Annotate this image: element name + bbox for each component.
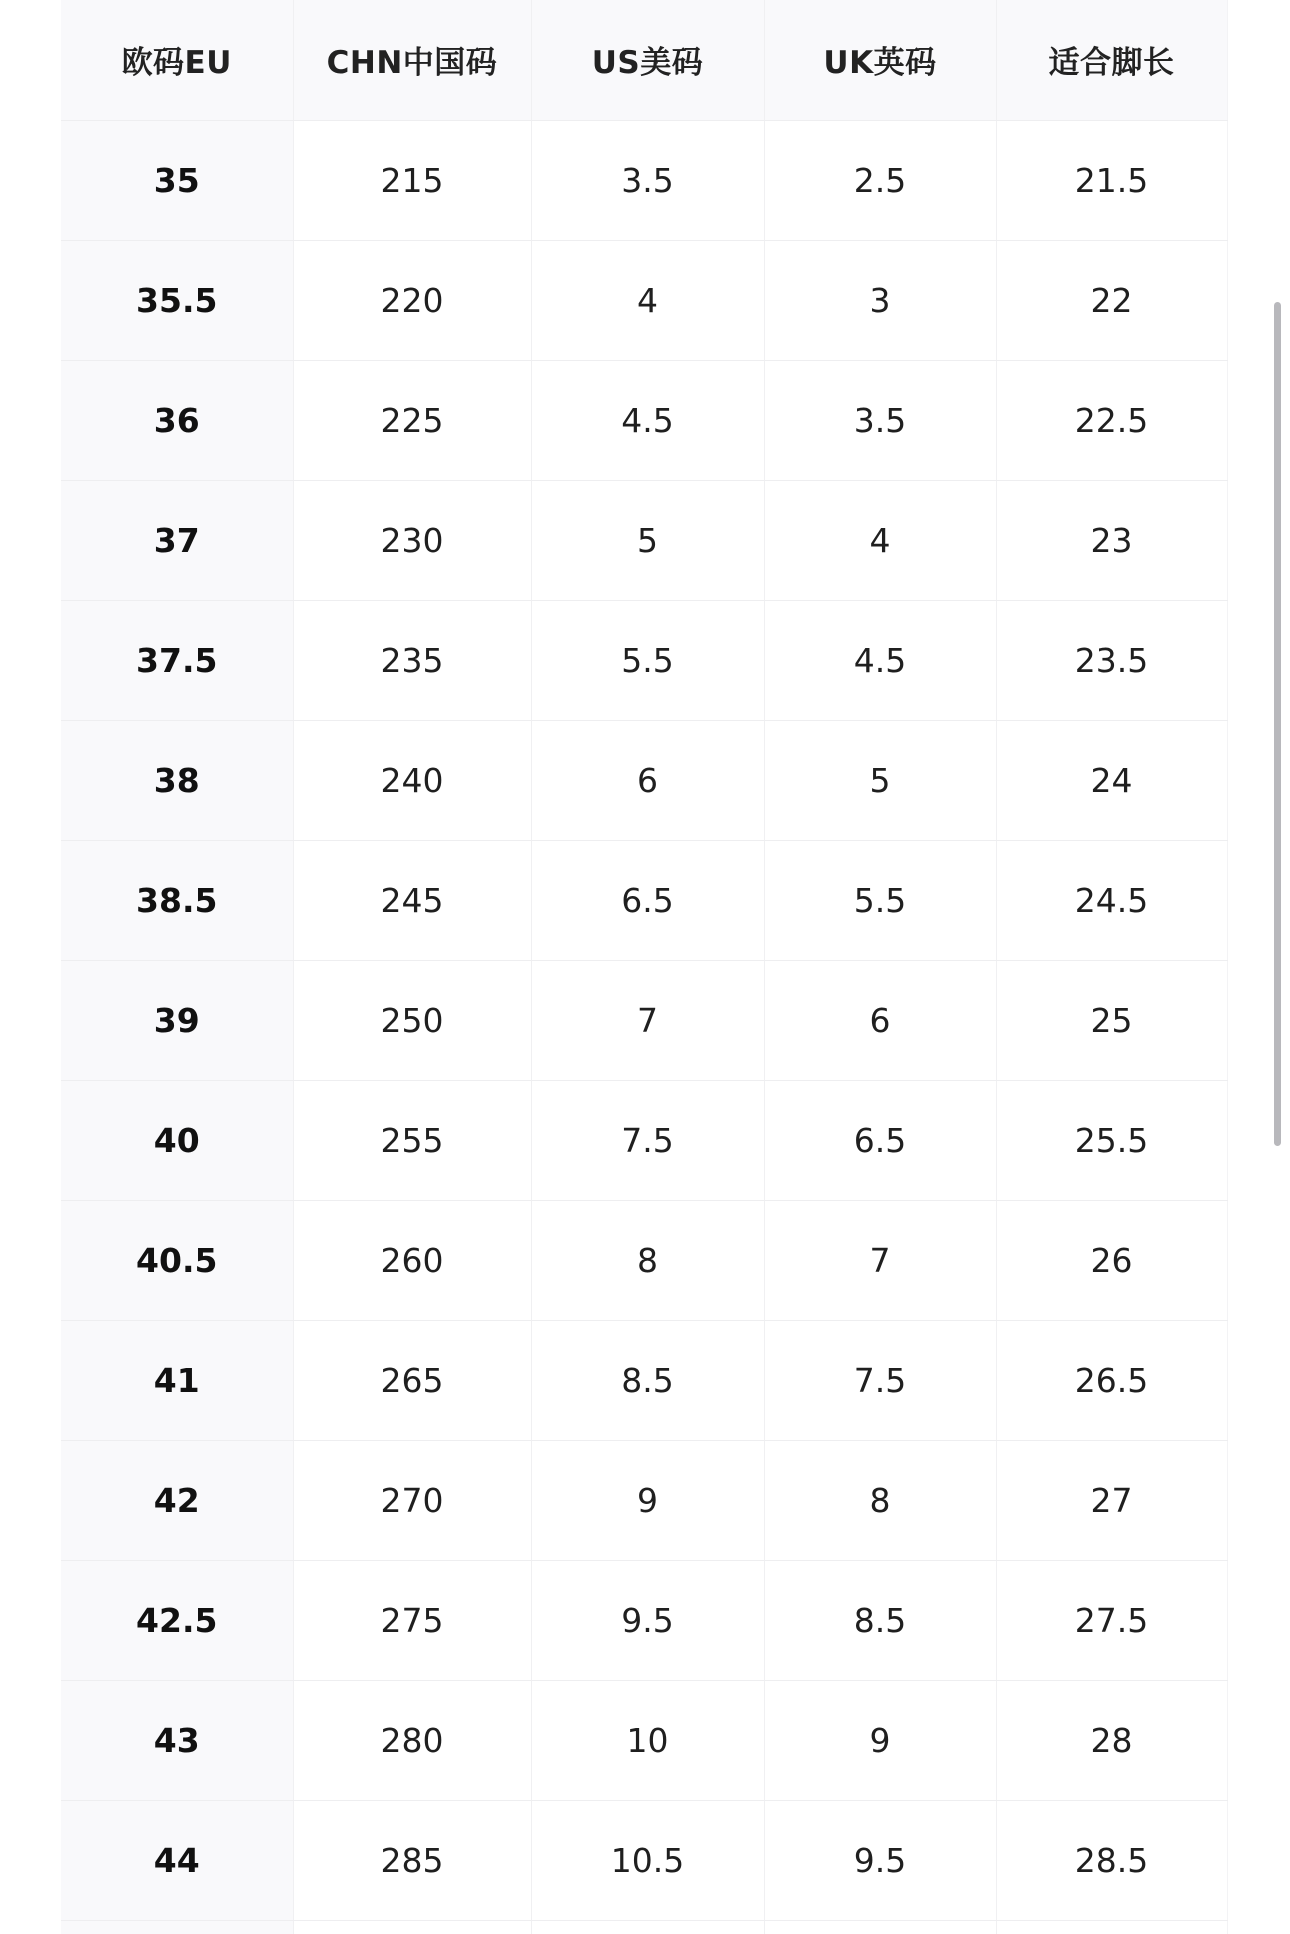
eu-size-cell [61,1920,293,1934]
us-size-cell: 9 [531,1440,764,1560]
uk-size-cell: 6 [764,960,996,1080]
eu-size-cell: 38 [61,720,293,840]
uk-size-cell: 7.5 [764,1320,996,1440]
chn-size-cell: 270 [293,1440,531,1560]
table-row [61,720,1227,840]
header-foot-length: 适合脚长 [996,0,1227,120]
uk-size-cell [764,1920,996,1934]
eu-size-cell: 44 [61,1800,293,1920]
chn-size-cell: 215 [293,120,531,240]
eu-size-cell: 35.5 [61,240,293,360]
us-size-cell: 7.5 [531,1080,764,1200]
uk-size-cell: 4.5 [764,600,996,720]
table-row [61,1680,1227,1800]
table-header-row [61,0,1227,120]
foot-length-cell: 24 [996,720,1227,840]
chn-size-cell: 230 [293,480,531,600]
foot-length-cell: 22.5 [996,360,1227,480]
table-row [61,360,1227,480]
eu-size-cell: 39 [61,960,293,1080]
uk-size-cell: 3.5 [764,360,996,480]
foot-length-cell: 28.5 [996,1800,1227,1920]
chn-size-cell: 225 [293,360,531,480]
foot-length-cell: 22 [996,240,1227,360]
foot-length-cell: 27.5 [996,1560,1227,1680]
foot-length-cell [996,1920,1227,1934]
foot-length-cell: 27 [996,1440,1227,1560]
us-size-cell: 8 [531,1200,764,1320]
chn-size-cell: 240 [293,720,531,840]
foot-length-cell: 21.5 [996,120,1227,240]
eu-size-cell: 40 [61,1080,293,1200]
table-row [61,960,1227,1080]
table-body [61,120,1227,1934]
foot-length-cell: 28 [996,1680,1227,1800]
table-row [61,240,1227,360]
us-size-cell: 4.5 [531,360,764,480]
chn-size-cell: 255 [293,1080,531,1200]
uk-size-cell: 7 [764,1200,996,1320]
table-row [61,1800,1227,1920]
chn-size-cell: 245 [293,840,531,960]
table-row [61,480,1227,600]
uk-size-cell: 8 [764,1440,996,1560]
eu-size-cell: 37.5 [61,600,293,720]
uk-size-cell: 5.5 [764,840,996,960]
us-size-cell: 10.5 [531,1800,764,1920]
chn-size-cell: 280 [293,1680,531,1800]
us-size-cell: 5 [531,480,764,600]
foot-length-cell: 24.5 [996,840,1227,960]
header-chn-size: CHN中国码 [293,0,531,120]
eu-size-cell: 40.5 [61,1200,293,1320]
chn-size-cell [293,1920,531,1934]
foot-length-cell: 26 [996,1200,1227,1320]
uk-size-cell: 4 [764,480,996,600]
eu-size-cell: 42 [61,1440,293,1560]
scrollbar-thumb[interactable] [1274,302,1281,1146]
header-eu-size: 欧码EU [61,0,293,120]
table-row [61,1080,1227,1200]
eu-size-cell: 37 [61,480,293,600]
uk-size-cell: 2.5 [764,120,996,240]
foot-length-cell: 25 [996,960,1227,1080]
shoe-size-table [61,0,1228,1934]
foot-length-cell: 23.5 [996,600,1227,720]
chn-size-cell: 275 [293,1560,531,1680]
uk-size-cell: 9.5 [764,1800,996,1920]
uk-size-cell: 5 [764,720,996,840]
chn-size-cell: 285 [293,1800,531,1920]
table-row [61,600,1227,720]
eu-size-cell: 42.5 [61,1560,293,1680]
chn-size-cell: 265 [293,1320,531,1440]
us-size-cell [531,1920,764,1934]
header-uk-size: UK英码 [764,0,996,120]
eu-size-cell: 35 [61,120,293,240]
table-row [61,1440,1227,1560]
uk-size-cell: 3 [764,240,996,360]
table-row [61,120,1227,240]
table-row [61,1560,1227,1680]
chn-size-cell: 235 [293,600,531,720]
us-size-cell: 10 [531,1680,764,1800]
us-size-cell: 7 [531,960,764,1080]
chn-size-cell: 250 [293,960,531,1080]
us-size-cell: 4 [531,240,764,360]
us-size-cell: 6.5 [531,840,764,960]
chn-size-cell: 260 [293,1200,531,1320]
foot-length-cell: 26.5 [996,1320,1227,1440]
eu-size-cell: 41 [61,1320,293,1440]
us-size-cell: 6 [531,720,764,840]
us-size-cell: 3.5 [531,120,764,240]
table-row [61,840,1227,960]
header-us-size: US美码 [531,0,764,120]
table-row [61,1200,1227,1320]
us-size-cell: 9.5 [531,1560,764,1680]
eu-size-cell: 36 [61,360,293,480]
table-row [61,1320,1227,1440]
us-size-cell: 8.5 [531,1320,764,1440]
foot-length-cell: 23 [996,480,1227,600]
eu-size-cell: 43 [61,1680,293,1800]
chn-size-cell: 220 [293,240,531,360]
table-row [61,1920,1227,1934]
foot-length-cell: 25.5 [996,1080,1227,1200]
eu-size-cell: 38.5 [61,840,293,960]
uk-size-cell: 9 [764,1680,996,1800]
uk-size-cell: 6.5 [764,1080,996,1200]
us-size-cell: 5.5 [531,600,764,720]
uk-size-cell: 8.5 [764,1560,996,1680]
